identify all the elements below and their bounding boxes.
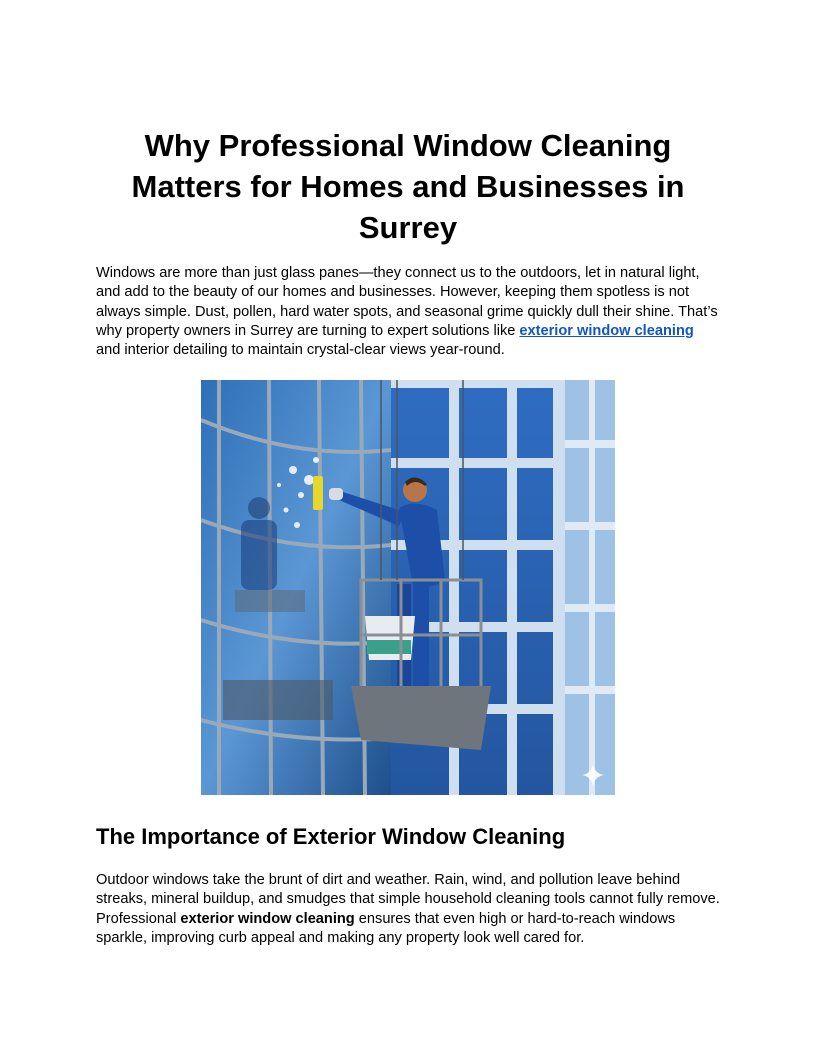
window-cleaner-photo xyxy=(201,380,615,795)
intro-paragraph xyxy=(96,264,722,360)
exterior-cleaning-paragraph xyxy=(96,871,722,948)
intro-text-end: and interior detailing to maintain crystal-clear views year-round. xyxy=(96,342,505,359)
sparkle-icon xyxy=(581,763,605,787)
bold-phrase: exterior window cleaning xyxy=(180,910,355,927)
intro-text-start: Windows are more than just glass panes—they connect us to the outdoors, let in natural light, and add to the beauty of our homes and businesses. However, keeping them spotless is not always simple. Dust, pollen, hard water spots, and seasonal grime quickly dull their shine. That’s why property owners in Surrey are turning to expert solutions like xyxy=(96,265,718,339)
page-title: Why Professional Window Cleaning Matters for Homes and Businesses in Surrey xyxy=(131,128,685,245)
section-text-start: Outdoor windows take the brunt of dirt and weather. Rain, wind, and pollution leave behind streaks, mineral buildup, and smudges that simple household cleaning tools cannot fully remove. Professional xyxy=(96,872,720,927)
section-text-end: ensures that even high or hard-to-reach windows sparkle, improving curb appeal and making any property look well cared for. xyxy=(96,910,676,946)
exterior-window-cleaning-link[interactable]: exterior window cleaning xyxy=(519,322,694,339)
section-heading: The Importance of Exterior Window Cleaning xyxy=(96,824,566,849)
